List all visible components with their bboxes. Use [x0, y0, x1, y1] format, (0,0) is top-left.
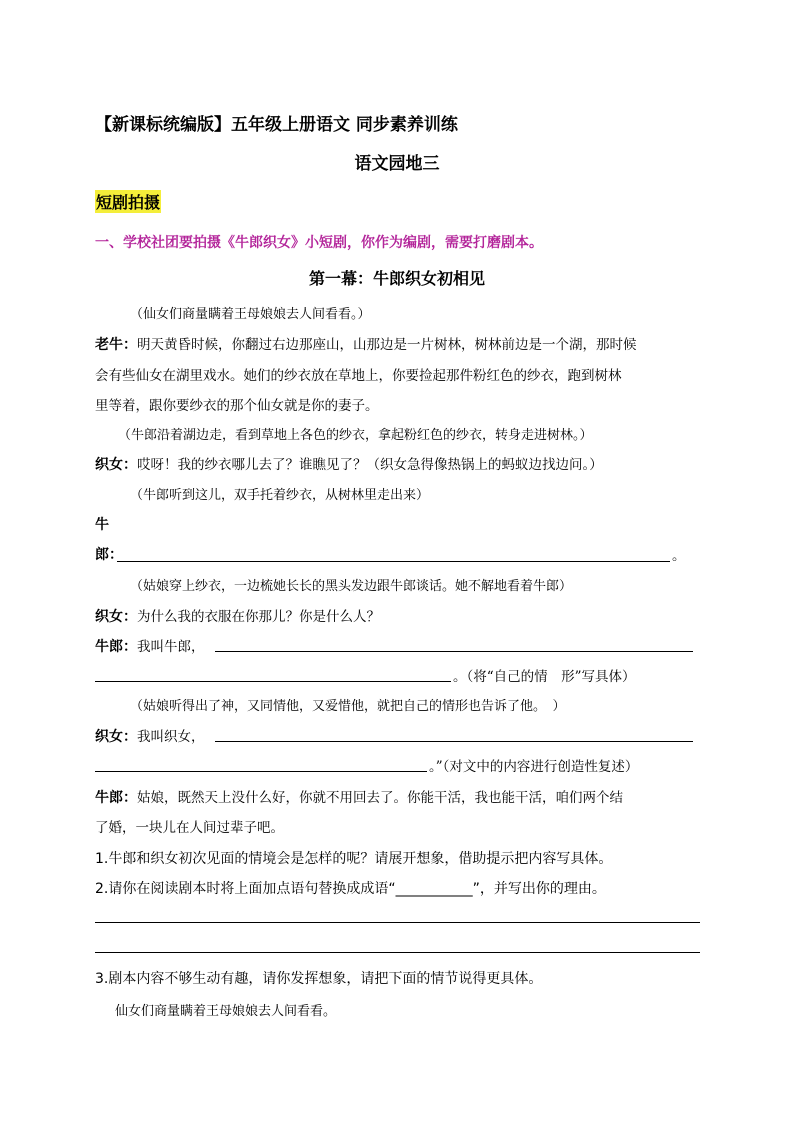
script-line [95, 635, 205, 656]
speaker-label: 牛郎： [95, 639, 137, 655]
instruction-note: 。”（对文中的内容进行创造性复述） [429, 759, 639, 775]
speaker-label: 牛郎： [95, 790, 137, 806]
page-title: 语文园地三 [354, 154, 440, 174]
stage-direction: （姑娘穿上纱衣，一边梳她长长的黑头发边跟牛郎谈话。她不解地看着牛郎） [130, 579, 573, 594]
dialogue-text: 姑娘，既然天上没什么好，你就不用回去了。你能干活，我也能干活，咱们两个结 [137, 790, 623, 806]
stage-direction: （仙女们商量瞒着王母娘娘去人间看看。） [130, 307, 371, 322]
answer-line[interactable] [95, 952, 700, 953]
dialogue-text: 了婚，一块儿在人间过辈子吧。 [95, 820, 284, 836]
dialogue-text: 哎呀！我的纱衣哪儿去了？谁瞧见了？（织女急得像热锅上的蚂蚁边找边问。） [137, 457, 603, 473]
dialogue-text: 我叫牛郎， [137, 639, 205, 655]
answer-blank[interactable] [117, 561, 670, 562]
act-title: 第一幕：牛郎织女初相见 [308, 269, 485, 288]
speaker-label: 织女： [95, 609, 137, 625]
question-item: 3.剧本内容不够生动有趣，请你发挥想象，请把下面的情节说得更具体。 [95, 971, 543, 987]
question-heading: 一、学校社团要拍摄《牛郎织女》小短剧，你作为编剧，需要打磨剧本。 [95, 235, 543, 251]
dialogue-text: 明天黄昏时候，你翻过右边那座山，山那边是一片树林，树林前边是一个湖，那时候 [137, 337, 637, 353]
script-line [95, 453, 603, 474]
prompt-text: 仙女们商量瞒着王母娘娘去人间看看。 [115, 1004, 337, 1019]
question-item: 1.牛郎和织女初次见面的情境会是怎样的呢？请展开想象，借助提示把内容写具体。 [95, 851, 613, 867]
section-label: 短剧拍摄 [95, 190, 161, 213]
speaker-label: 郎： [95, 547, 123, 563]
speaker-label: 织女： [95, 729, 137, 745]
script-line [95, 333, 637, 354]
answer-blank[interactable] [215, 741, 693, 742]
dialogue-text: 我叫织女， [137, 729, 205, 745]
stage-direction: （牛郎听到这儿，双手托着纱衣，从树林里走出来） [130, 488, 430, 503]
dialogue-text: 里等着，跟你要纱衣的那个仙女就是你的妻子。 [95, 398, 379, 414]
dialogue-text: 为什么我的衣服在你那儿？你是什么人？ [137, 609, 380, 625]
script-line [95, 605, 380, 626]
speaker-label: 牛 [95, 517, 109, 533]
worksheet-header: 【新课标统编版】五年级上册语文 同步素养训练 [95, 115, 458, 135]
script-line [95, 725, 205, 746]
answer-blank[interactable] [215, 651, 693, 652]
instruction-note: 。（将“自己的情 形”写具体） [453, 669, 636, 685]
stage-direction: （牛郎沿着湖边走，看到草地上各色的纱衣，拿起粉红色的纱衣，转身走进树林。） [118, 428, 593, 443]
speaker-label: 织女： [95, 457, 137, 473]
stage-direction: （姑娘听得出了神，又同情他，又爱惜他，就把自己的情形也告诉了他。 ） [130, 699, 566, 714]
dialogue-text: 会有些仙女在湖里戏水。她们的纱衣放在草地上，你要捡起那件粉红色的纱衣，跑到树林 [95, 368, 622, 384]
answer-blank[interactable] [95, 771, 427, 772]
speaker-label: 老牛： [95, 337, 137, 353]
punctuation: 。 [672, 548, 686, 564]
question-item: 2.请你在阅读剧本时将上面加点语句替换成成语“___________”，并写出你的理由。 [95, 881, 606, 897]
script-line [95, 786, 623, 807]
answer-line[interactable] [95, 922, 700, 923]
answer-blank[interactable] [95, 681, 451, 682]
